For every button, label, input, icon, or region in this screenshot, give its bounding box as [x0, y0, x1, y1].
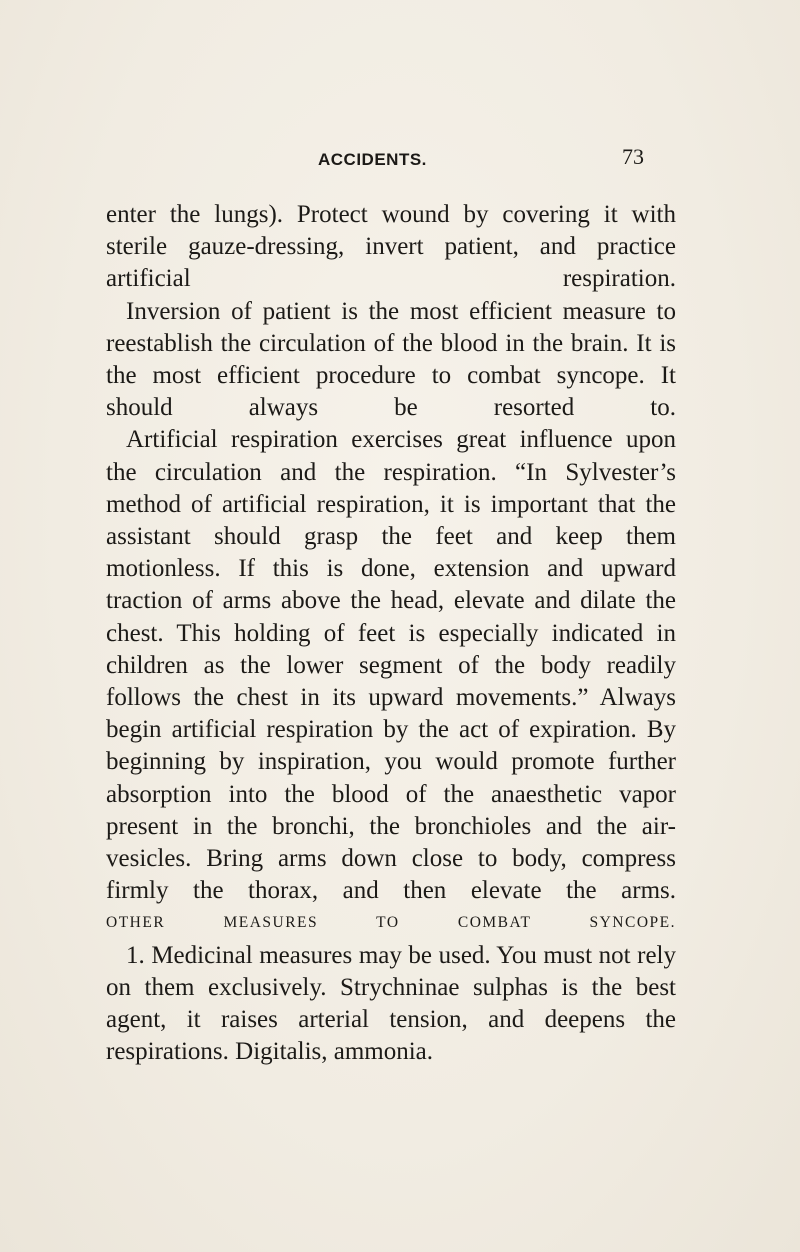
paragraph-2: Inversion of patient is the most efficient measure to reestablish the circulation of the blood in the brain. It is the most efficient procedure to combat syncope. It should always be resorted to. — [106, 297, 676, 422]
paragraph-3: Artificial respiration exercises great influence upon the circulation and the respiration. “In Sylvester’s method of artificial respiration, it is important that the assistant should grasp the feet and keep them motionless. If this is done, extension and upward traction of arms above the head, elevate and dilate the chest. This holding of feet is especially indicated in children as the lower segment of the body readily follows the chest in its upward movements.” Always begin artificial respiration by the act of expiration. By beginning by inspiration, you would promote further absorption into the blood of the anaesthetic vapor present in the bronchi, the bronchioles and the air-vesicles. Bring arms down close to body, compress firmly the thorax, and then elevate the arms. — [106, 426, 676, 905]
running-head-title: ACCIDENTS. — [318, 150, 427, 169]
body-text — [106, 199, 676, 1068]
page-number: 73 — [622, 144, 644, 169]
section-heading: OTHER MEASURES TO COMBAT SYNCOPE. — [106, 914, 676, 932]
running-head — [0, 144, 800, 180]
paragraph-1: enter the lungs). Protect wound by covering it with sterile gauze-dressing, invert patient, and practice artificial respiration. — [106, 201, 676, 293]
paragraph-4: 1. Medicinal measures may be used. You must not rely on them exclusively. Strychninae sulphas is the best agent, it raises arterial tension, and deepens the respirations. Digitalis, ammonia. — [106, 941, 676, 1066]
